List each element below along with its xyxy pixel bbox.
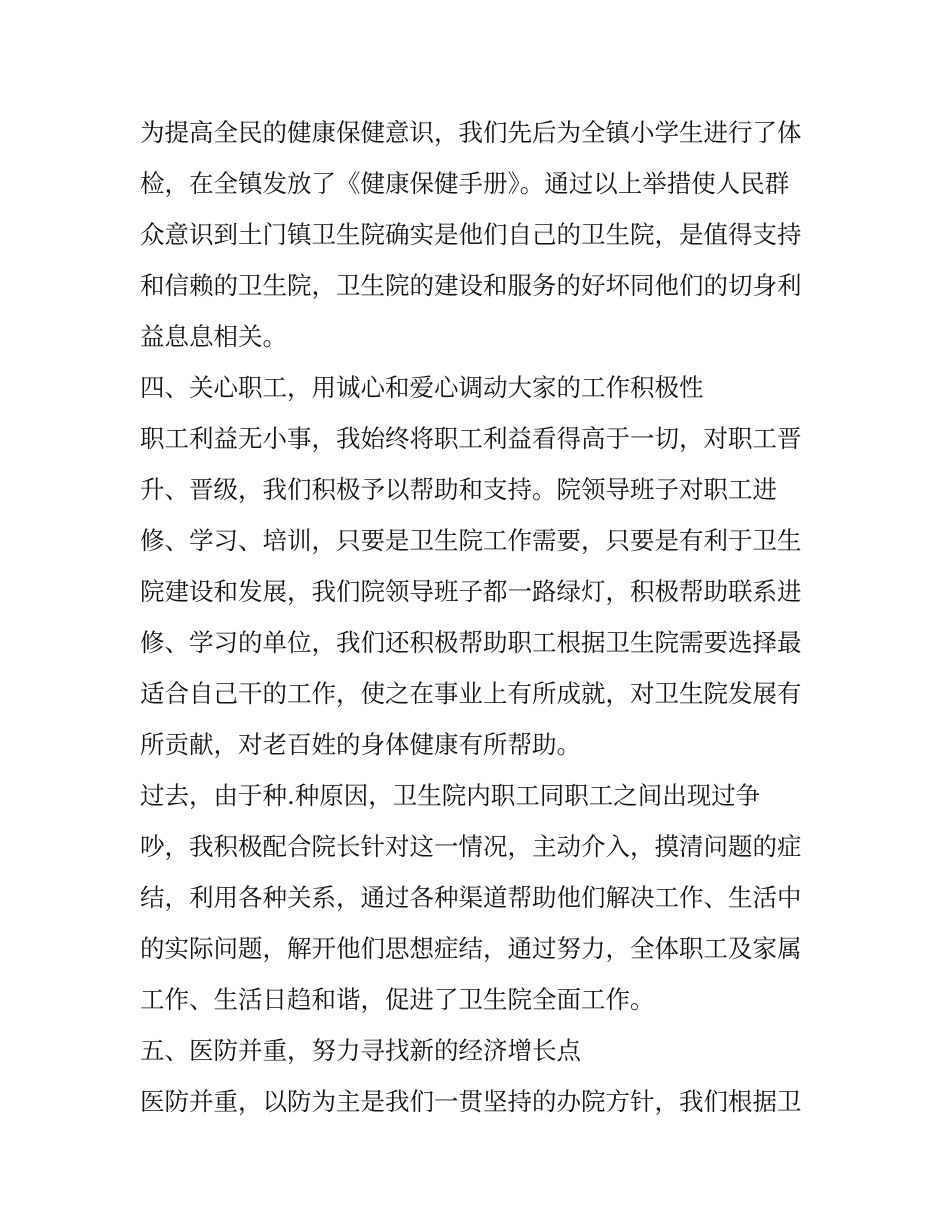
text-line: 为提高全民的健康保健意识，我们先后为全镇小学生进行了体 [140, 118, 802, 147]
section-heading: 四、关心职工，用诚心和爱心调动大家的工作积极性 [140, 373, 704, 402]
text-line: 众意识到土门镇卫生院确实是他们自己的卫生院，是值得支持 [140, 220, 802, 249]
text-line: 吵，我积极配合院长针对这一情况，主动介入，摸清问题的症 [140, 832, 802, 861]
text-line: 升、晋级，我们积极予以帮助和支持。院领导班子对职工进 [140, 475, 777, 504]
text-line: 过去，由于种.种原因，卫生院内职工同职工之间出现过争 [140, 781, 761, 810]
text-line: 和信赖的卫生院，卫生院的建设和服务的好坏同他们的切身利 [140, 271, 802, 300]
text-line: 适合自己干的工作，使之在事业上有所成就，对卫生院发展有 [140, 679, 802, 708]
text-line: 医防并重，以防为主是我们一贯坚持的办院方针，我们根据卫 [140, 1087, 802, 1116]
text-line: 检，在全镇发放了《健康保健手册》。通过以上举措使人民群 [140, 169, 790, 198]
text-line: 结，利用各种关系，通过各种渠道帮助他们解决工作、生活中 [140, 883, 802, 912]
text-line: 所贡献，对老百姓的身体健康有所帮助。 [140, 730, 581, 759]
text-line: 工作、生活日趋和谐，促进了卫生院全面工作。 [140, 985, 655, 1014]
text-line: 职工利益无小事，我始终将职工利益看得高于一切，对职工晋 [140, 424, 802, 453]
text-line: 修、学习、培训，只要是卫生院工作需要，只要是有利于卫生 [140, 526, 802, 555]
text-line: 修、学习的单位，我们还积极帮助职工根据卫生院需要选择最 [140, 628, 802, 657]
document-body [140, 107, 820, 1127]
text-line: 院建设和发展，我们院领导班子都一路绿灯，积极帮助联系进 [140, 577, 802, 606]
text-line: 的实际问题，解开他们思想症结，通过努力，全体职工及家属 [140, 934, 802, 963]
text-line: 益息息相关。 [140, 322, 287, 351]
section-heading: 五、医防并重，努力寻找新的经济增长点 [140, 1036, 581, 1065]
